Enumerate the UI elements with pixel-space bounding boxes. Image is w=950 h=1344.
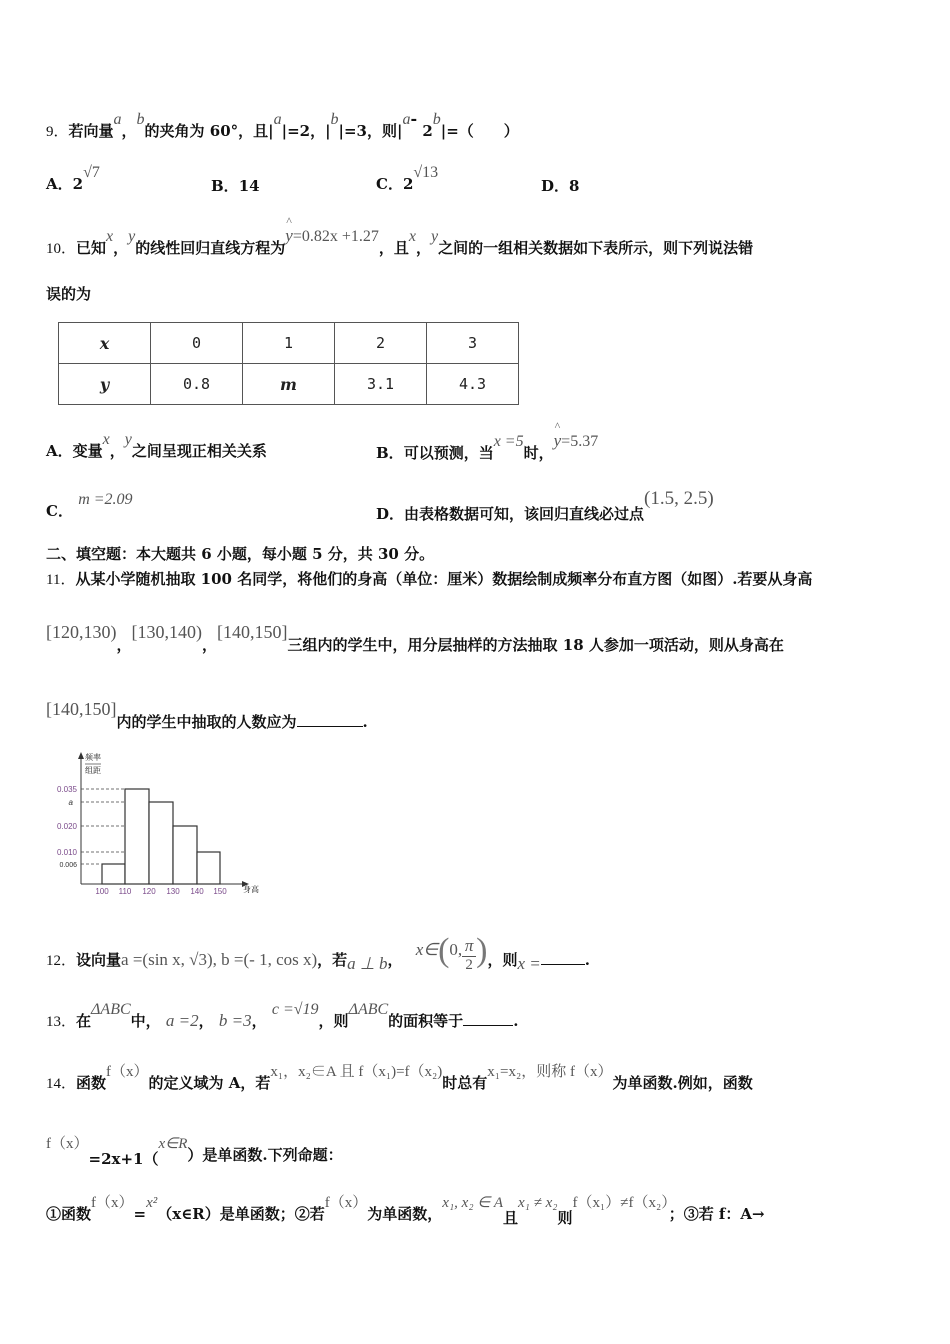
text: ，: [387, 951, 403, 969]
text: .: [513, 1012, 519, 1030]
table-cell: x: [59, 323, 151, 364]
svg-text:140: 140: [190, 887, 204, 896]
proposition-label: ①: [46, 1205, 62, 1223]
vector-b: b: [330, 111, 339, 128]
x-squared: x²: [146, 1195, 158, 1211]
interval: [120,130): [46, 622, 117, 642]
vector-expression: a =(sin x, √3), b =(- 1, cos x): [121, 950, 318, 969]
option-d[interactable]: [541, 175, 579, 196]
conclusion: x₁=x₂，则称 f（x）: [487, 1064, 613, 1080]
text: 三组内的学生中，用分层抽样的方法抽取 18 人参加一项活动，则从身高在: [287, 636, 784, 654]
question-14-example: [46, 1136, 343, 1168]
text: ）是单函数.下列命题：: [187, 1146, 343, 1164]
perpendicular-condition: a ⊥ b: [347, 954, 388, 973]
svg-text:0.010: 0.010: [56, 848, 77, 857]
svg-text:a: a: [68, 798, 73, 807]
option-label: A．: [46, 175, 73, 193]
pi: π: [464, 936, 474, 956]
question-10-stem: [46, 226, 754, 258]
text: =: [133, 1205, 147, 1223]
option-value: 8: [569, 177, 580, 195]
option-label: C．: [376, 175, 403, 193]
y-hat: ^ y: [554, 431, 562, 451]
answer-blank[interactable]: [463, 1011, 513, 1026]
text: ，: [113, 239, 129, 257]
text: ，: [202, 636, 218, 654]
condition: x =5: [493, 433, 524, 450]
table-cell: 3.1: [335, 364, 427, 405]
question-11-stem-cont: [46, 622, 784, 655]
table-row: [59, 323, 519, 364]
question-number: 9．: [46, 124, 69, 140]
option-value: 14: [238, 177, 260, 195]
text: 可以预测，当: [403, 444, 494, 462]
y-axis-arrow: [78, 752, 84, 759]
sqrt-expression: √13: [413, 164, 439, 181]
option-label: C．: [46, 502, 73, 520]
question-number: 12．: [46, 953, 77, 969]
condition: x₁, x₂ ∈ A: [442, 1195, 503, 1211]
triangle: ΔABC: [348, 1001, 389, 1018]
text: ，则: [487, 951, 518, 969]
text: 的定义域为 A，若: [148, 1074, 271, 1092]
conclusion: f（x₁）≠f（x₂）: [572, 1195, 669, 1211]
option-value: 2: [402, 175, 414, 193]
question-14-propositions: [46, 1195, 765, 1227]
text: |=3，则|: [338, 122, 403, 140]
table-cell: 3: [427, 323, 519, 364]
text: 在: [76, 1012, 92, 1030]
question-number: 11．: [46, 572, 76, 588]
text: ，: [109, 442, 125, 460]
question-9-stem: [46, 109, 519, 141]
table-cell: 4.3: [427, 364, 519, 405]
option-label: D．: [541, 177, 570, 195]
text: 则: [557, 1209, 573, 1227]
vector-a: a: [113, 111, 122, 128]
data-table: [58, 322, 519, 405]
text: =2x+1（: [88, 1150, 159, 1168]
option-a[interactable]: [46, 164, 100, 194]
function-f: f（x）: [324, 1195, 368, 1211]
svg-text:110: 110: [118, 887, 132, 896]
function-f: f（x）: [106, 1064, 149, 1080]
answer-blank[interactable]: [297, 712, 363, 727]
svg-text:0.035: 0.035: [56, 785, 77, 794]
interval-bound: 0,: [449, 940, 463, 959]
text: 且: [503, 1209, 519, 1227]
option-label: D．: [376, 505, 405, 523]
answer-blank[interactable]: [541, 950, 585, 965]
x-axis-label: 身高: [243, 885, 259, 894]
text: 函数: [61, 1205, 92, 1223]
interval: [130,140): [131, 622, 203, 642]
var-y: y: [128, 228, 136, 245]
table-cell: m: [243, 364, 335, 405]
interval: [140,150]: [217, 622, 288, 642]
svg-text:100: 100: [95, 887, 109, 896]
point: (1.5, 2.5): [644, 488, 714, 509]
table-cell: y: [59, 364, 151, 405]
table-row: [59, 364, 519, 405]
text: 2: [422, 122, 433, 140]
text: 之间呈现正相关关系: [131, 442, 267, 460]
condition: x₁，x₂∈A 且 f（x₁)=f（x₂): [270, 1064, 443, 1080]
table-cell: 0.8: [151, 364, 243, 405]
option-label: B．: [376, 444, 404, 462]
function-f: f（x）: [91, 1195, 134, 1211]
question-10-stem-cont: 误的为: [46, 285, 92, 303]
question-number: 13．: [46, 1014, 77, 1030]
triangle: ΔABC: [91, 1001, 131, 1018]
option-b[interactable]: [376, 431, 599, 463]
svg-text:120: 120: [142, 887, 156, 896]
option-b[interactable]: [211, 175, 260, 196]
text: 之间的一组相关数据如下表所示，则下列说法错: [438, 239, 754, 257]
text: 内的学生中抽取的人数应为: [116, 713, 297, 731]
vector-a: a: [402, 111, 411, 128]
text: |=（ ）: [440, 122, 519, 140]
sqrt-expression: √7: [83, 164, 100, 181]
var-y: y: [124, 431, 132, 448]
question-11-stem: [46, 568, 812, 589]
text: 的夹角为 60°，且|: [144, 122, 274, 140]
interval: [140,150]: [46, 699, 117, 719]
vector-a: a: [273, 111, 282, 128]
table-cell: 2: [335, 323, 427, 364]
var-x: x: [106, 228, 114, 245]
option-d[interactable]: [376, 488, 714, 524]
text: 为单函数，: [367, 1205, 443, 1223]
svg-text:130: 130: [166, 887, 180, 896]
text: 时总有: [442, 1074, 488, 1092]
text: 设向量: [76, 951, 122, 969]
function-f: f（x）: [46, 1136, 89, 1152]
svg-text:0.006: 0.006: [59, 862, 77, 869]
y-hat: ^ y: [285, 226, 293, 246]
question-number: 14．: [46, 1076, 77, 1092]
text: 函数: [76, 1074, 107, 1092]
y-label-top: 频率: [85, 753, 101, 762]
text: .: [584, 951, 591, 969]
vector-b: b: [432, 111, 441, 128]
text: 的线性回归直线方程为: [135, 239, 286, 257]
x-equals: x =: [517, 954, 541, 973]
side-a: a =2: [165, 1011, 199, 1030]
domain-interval: x∈(0, $\frac{\pi}{2}$ ): [415, 932, 488, 974]
var-x: x: [408, 228, 416, 245]
text: ，则: [318, 1012, 349, 1030]
bars: [102, 789, 220, 884]
table-cell: 1: [243, 323, 335, 364]
question-12-stem: [46, 932, 591, 980]
svg-text:0.020: 0.020: [56, 822, 77, 831]
option-value: 2: [72, 175, 84, 193]
var-x: x: [102, 431, 110, 448]
minus-sign: -: [410, 109, 418, 128]
denominator: 2: [462, 956, 476, 974]
text: .: [362, 713, 368, 731]
expression: m =2.09: [78, 491, 133, 508]
option-label: A．: [46, 442, 73, 460]
text: ，若: [317, 951, 348, 969]
text: 若向量: [68, 122, 114, 140]
var-x: x∈: [415, 940, 439, 959]
side-b: b =3: [218, 1011, 252, 1030]
frequency-histogram: [45, 748, 270, 896]
text: 的面积等于: [388, 1012, 464, 1030]
text: ，且: [378, 239, 409, 257]
text: 时，: [523, 444, 554, 462]
option-c[interactable]: [46, 491, 133, 521]
text: 为单函数.例如，函数: [612, 1074, 753, 1092]
question-14-stem: [46, 1066, 753, 1093]
text: |=2，|: [281, 122, 331, 140]
condition: x₁ ≠ x₂: [518, 1195, 558, 1211]
question-13-stem: [46, 1001, 519, 1031]
regression-equation: =0.82x +1.27: [292, 228, 379, 245]
side-c: c =√19: [271, 1001, 319, 1018]
domain: x∈R: [158, 1136, 188, 1152]
text: 由表格数据可知，该回归直线必过点: [404, 505, 645, 523]
option-label: B．: [211, 177, 239, 195]
text: ，: [251, 1012, 267, 1030]
text: 从某小学随机抽取 100 名同学，将他们的身高（单位：厘米）数据绘制成频率分布直方图（如图）.若要从身高: [75, 570, 813, 588]
text: ，: [116, 636, 132, 654]
text: 已知: [76, 239, 107, 257]
text: ，: [416, 239, 432, 257]
text: 变量: [72, 442, 103, 460]
text: （x∈R）是单函数；②若: [157, 1205, 325, 1223]
prediction: =5.37: [561, 433, 599, 450]
text: 中，: [130, 1012, 161, 1030]
svg-text:150: 150: [213, 887, 227, 896]
section-heading: 二、填空题：本大题共 6 小题，每小题 5 分，共 30 分。: [46, 545, 435, 563]
vector-b: b: [136, 111, 145, 128]
table-cell: 0: [151, 323, 243, 364]
text: ，: [198, 1012, 214, 1030]
question-number: 10．: [46, 241, 77, 257]
question-11-stem-end: [46, 699, 368, 732]
text: ；③若 f：A→: [668, 1205, 765, 1223]
y-label-bottom: 组距: [85, 766, 101, 775]
text: ，: [121, 122, 137, 140]
var-y: y: [431, 228, 439, 245]
option-a[interactable]: [46, 431, 267, 461]
option-c[interactable]: [376, 164, 439, 194]
